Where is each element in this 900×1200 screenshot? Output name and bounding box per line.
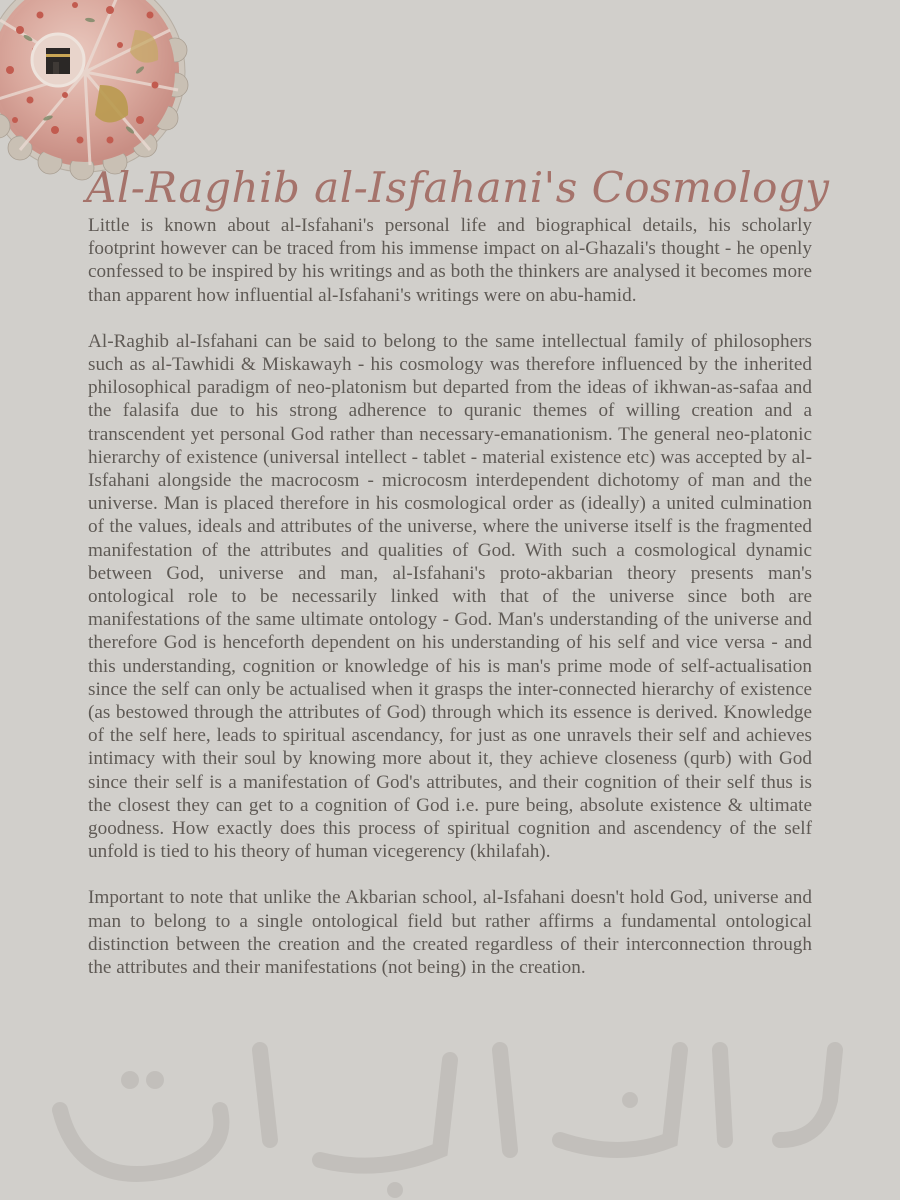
arabic-calligraphy-watermark [20,990,880,1200]
article-body [88,214,812,979]
paragraph: Little is known about al-Isfahani's personal life and biographical details, his scholarly footprint however can be traced from his immense impact on al-Ghazali's thought - he openly confessed to be inspired by his writings and as both the thinkers are analysed it becomes more than apparent how influential al-Isfahani's writings were on abu-hamid. [88,215,812,306]
paragraph: Al-Raghib al-Isfahani can be said to belong to the same intellectual family of philosophers such as al-Tawhidi & Miskawayh - his cosmology was therefore influenced by the inherited philosophical paradigm of neo-platonism but departed from the ideas of ikhwan-as-safaa and the falasifa due to his strong adherence to quranic themes of willing creation and a transcendent yet personal God rather than necessary-emanationism. The general neo-platonic hierarchy of existence (universal intellect - tablet - material existence etc) was accepted by al-Isfahani alongside the macrocosm - microcosm interdependent dichotomy of man and the universe. Man is placed therefore in his cosmological order as (ideally) a united culmination of the values, ideals and attributes of the universe, where the universe itself is the fragmented manifestation of the attributes and qualities of God. With such a cosmological dynamic between God, universe and man, al-Isfahani's proto-akbarian theory presents man's ontological role to be necessarily linked with that of the universe since both are manifestations of the same ultimate ontology - God. Man's understanding of the universe and therefore God is henceforth dependent on his understanding of his self and vice versa - and this understanding, cognition or knowledge of his is man's prime mode of self-actualisation since the self can only be actualised when it grasps the inter-connected hierarchy of existence (as bestowed through the attributes of God) through which its essence is derived. Knowledge of the self here, leads to spiritual ascendancy, for just as one unravels their self and achieves intimacy with their soul by knowing more about it, they achieve closeness (qurb) with God since their self is a manifestation of God's attributes, and their cognition of their self thus is the closest they can get to a cognition of God i.e. pure being, absolute existence & ultimate goodness. How exactly does this process of spiritual cognition and ascendency of the self unfold is tied to his theory of human vicegerency (khilafah). [88,330,812,863]
page-title: Al-Raghib al-Isfahani's Cosmology [86,163,830,212]
paragraph: Important to note that unlike the Akbarian school, al-Isfahani doesn't hold God, universe and man to belong to a single ontological field but rather affirms a fundamental ontological distinction between the creation and the created regardless of their interconnection through the attributes and their manifestations (not being) in the creation. [88,887,812,979]
